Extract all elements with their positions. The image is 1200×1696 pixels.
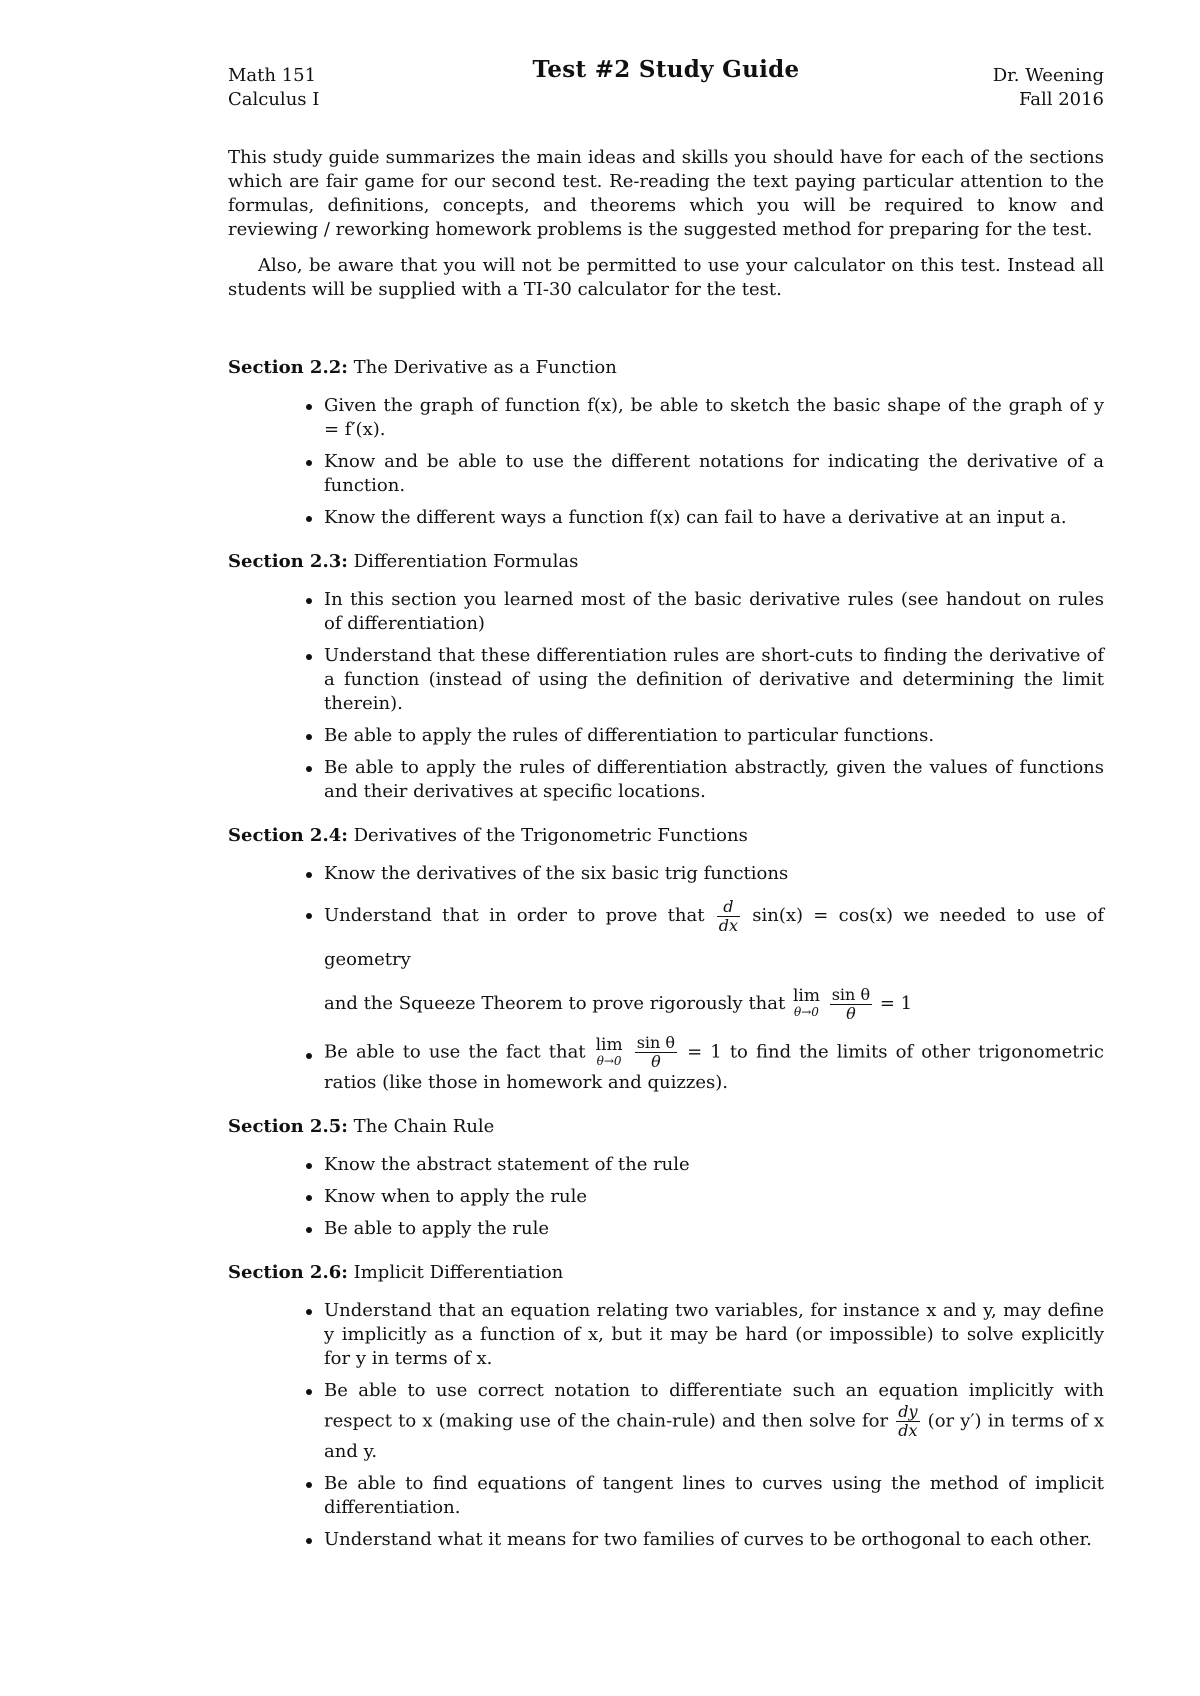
bullet-icon bbox=[306, 654, 312, 660]
bullet-icon bbox=[306, 404, 312, 410]
section-list bbox=[228, 1153, 1104, 1241]
list-item: Know the abstract statement of the rule bbox=[324, 1153, 1104, 1177]
list-item: Know the different ways a function f(x) can fail to have a derivative at an input a. bbox=[324, 506, 1104, 530]
list-item: Understand what it means for two families of curves to be orthogonal to each other. bbox=[324, 1528, 1104, 1552]
section-number: Section 2.5: bbox=[228, 1116, 348, 1137]
document-header bbox=[228, 58, 1104, 114]
section-2-5 bbox=[228, 1115, 1104, 1241]
section-list bbox=[228, 862, 1104, 1095]
section-title: Differentiation Formulas bbox=[353, 551, 579, 572]
bullet-icon bbox=[306, 516, 312, 522]
list-item: Be able to find equations of tangent lines to curves using the method of implicit differentiation. bbox=[324, 1472, 1104, 1520]
section-number: Section 2.2: bbox=[228, 357, 348, 378]
course-number: Math 151 bbox=[228, 65, 317, 86]
section-2-6 bbox=[228, 1261, 1104, 1552]
intro bbox=[228, 146, 1104, 302]
list-item: Understand that these differentiation rules are short-cuts to finding the derivative of a function (instead of using the definition of derivative and determining the limit therein). bbox=[324, 644, 1104, 716]
section-title: Derivatives of the Trigonometric Functions bbox=[353, 825, 748, 846]
bullet-icon bbox=[306, 1538, 312, 1544]
section-heading bbox=[228, 1115, 1104, 1139]
intro-paragraph: This study guide summarizes the main ideas and skills you should have for each of the sections which are fair game for our second test. Re-reading the text paying particular attention to the formulas, definitions, concepts, and theorems which you will be required to know and reviewing / reworking homework problems is the suggested method for preparing for the test. bbox=[228, 147, 1104, 240]
section-number: Section 2.6: bbox=[228, 1262, 348, 1283]
course-name: Calculus I bbox=[228, 89, 320, 110]
list-item: Be able to apply the rules of differentiation abstractly, given the values of functions and their derivatives at specific locations. bbox=[324, 756, 1104, 804]
bullet-icon bbox=[306, 1482, 312, 1488]
limit-operator: lim θ→0 bbox=[595, 1034, 623, 1068]
limit-fraction: $\frac{\text{sin θ}}{\theta}$ bbox=[636, 1033, 676, 1071]
bullet-icon bbox=[306, 872, 312, 878]
instructor-info bbox=[993, 64, 1104, 112]
section-2-4 bbox=[228, 824, 1104, 1095]
limit-operator: lim θ→0 bbox=[792, 986, 820, 1019]
list-item: Be able to apply the rules of differentiation to particular functions. bbox=[324, 724, 1104, 748]
section-list bbox=[228, 394, 1104, 530]
section-number: Section 2.3: bbox=[228, 551, 348, 572]
section-title: The Chain Rule bbox=[353, 1116, 495, 1137]
document-title: Test #2 Study Guide bbox=[532, 56, 800, 83]
derivative-fraction: $\frac{d}{dx}$ bbox=[718, 896, 738, 935]
section-heading bbox=[228, 1261, 1104, 1285]
list-item: In this section you learned most of the basic derivative rules (see handout on rules of differentiation) bbox=[324, 588, 1104, 636]
list-item: Be able to apply the rule bbox=[324, 1217, 1104, 1241]
bullet-icon bbox=[306, 1163, 312, 1169]
bullet-icon bbox=[306, 766, 312, 772]
list-item: Be able to use correct notation to differentiate such an equation implicitly with respect to x (making use of the chain-rule) and then solve for $\frac{dy}{dx}$ (or y′) in terms of x and y. bbox=[324, 1379, 1104, 1464]
section-heading bbox=[228, 550, 1104, 574]
bullet-icon bbox=[306, 734, 312, 740]
term: Fall 2016 bbox=[1018, 89, 1104, 110]
section-heading bbox=[228, 356, 1104, 380]
limit-fraction: $\frac{\text{sin θ}}{\theta}$ bbox=[831, 984, 871, 1023]
section-heading bbox=[228, 824, 1104, 848]
list-item: Understand that in order to prove that $\frac{d}{dx}$ sin(x) = cos(x) we needed to use of geometry and the Squeeze Theorem to prove rigorously that lim θ→0 $\frac{\text{sin θ}}{\theta}$ = 1 bbox=[324, 894, 1104, 1026]
bullet-icon bbox=[306, 1389, 312, 1395]
list-item: Given the graph of function f(x), be able to sketch the basic shape of the graph of y = f′(x). bbox=[324, 394, 1104, 442]
bullet-icon bbox=[306, 1227, 312, 1233]
bullet-icon bbox=[306, 913, 312, 919]
calculator-note: Also, be aware that you will not be permitted to use your calculator on this test. Instead all students will be supplied with a TI-30 calculator for the test. bbox=[228, 255, 1104, 300]
list-item: Know and be able to use the different notations for indicating the derivative of a function. bbox=[324, 450, 1104, 498]
bullet-icon bbox=[306, 460, 312, 466]
section-title: Implicit Differentiation bbox=[353, 1262, 564, 1283]
section-title: The Derivative as a Function bbox=[353, 357, 617, 378]
bullet-icon bbox=[306, 1195, 312, 1201]
bullet-icon bbox=[306, 598, 312, 604]
section-2-3 bbox=[228, 550, 1104, 804]
bullet-icon bbox=[306, 1309, 312, 1315]
section-number: Section 2.4: bbox=[228, 825, 348, 846]
section-list bbox=[228, 1299, 1104, 1552]
list-item: Be able to use the fact that lim θ→0 $\frac{\text{sin θ}}{\theta}$ = 1 to find the limits of other trigonometric ratios (like those in homework and quizzes). bbox=[324, 1034, 1104, 1095]
document-page bbox=[228, 58, 1104, 1560]
section-list bbox=[228, 588, 1104, 804]
bullet-icon bbox=[306, 1053, 312, 1059]
dy-dx-fraction: $\frac{dy}{dx}$ bbox=[898, 1402, 918, 1440]
section-2-2 bbox=[228, 356, 1104, 530]
list-item: Understand that an equation relating two variables, for instance x and y, may define y implicitly as a function of x, but it may be hard (or impossible) to solve explicitly for y in terms of x. bbox=[324, 1299, 1104, 1371]
instructor-name: Dr. Weening bbox=[992, 65, 1104, 86]
list-item: Know the derivatives of the six basic trig functions bbox=[324, 862, 1104, 886]
list-item: Know when to apply the rule bbox=[324, 1185, 1104, 1209]
